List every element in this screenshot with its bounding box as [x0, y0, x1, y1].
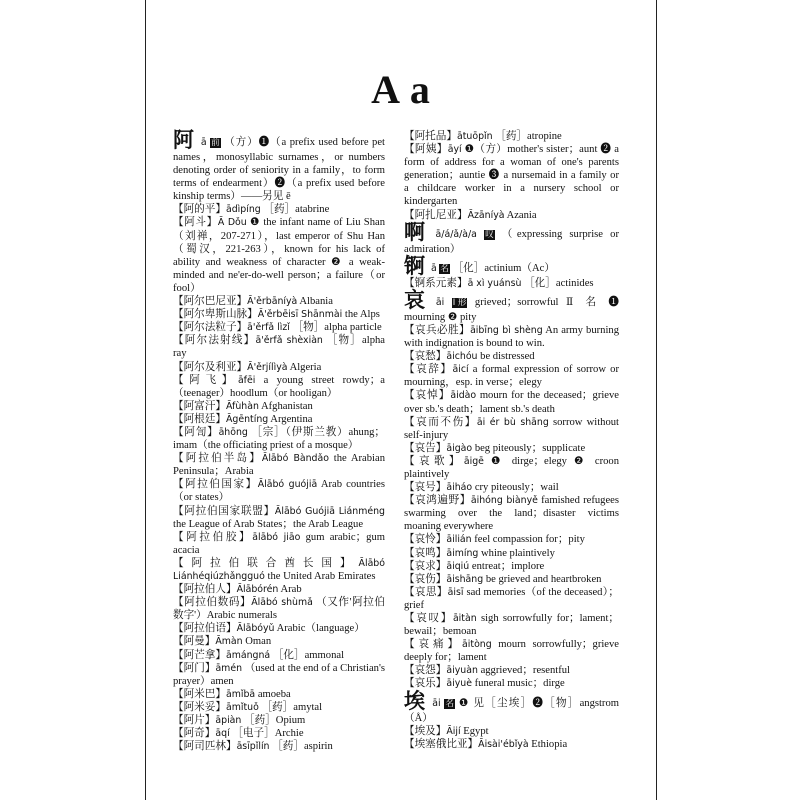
dictionary-entry [173, 662, 385, 688]
pinyin: āmǐtuǒ [225, 701, 259, 713]
dictionary-entry [173, 452, 385, 478]
pinyin: āigē [463, 455, 484, 467]
pinyin: Ā Dǒu [217, 217, 247, 229]
dictionary-entry [404, 547, 619, 560]
compound-headword: 【哀兵必胜】 [404, 324, 471, 336]
compound-headword: 【阿姨】 [404, 144, 448, 156]
pinyin: Ālābó Guójiā Liánméng [274, 505, 385, 517]
pinyin: āi [435, 296, 445, 308]
dictionary-entry [173, 740, 385, 753]
part-of-speech-label: 名 [445, 698, 454, 709]
pinyin: ādìpíng [225, 204, 261, 216]
compound-headword: 【阿尔卑斯山脉】 [173, 309, 258, 321]
pinyin: Ālābó Liánhéqiúzhǎngguó [173, 557, 385, 582]
compound-headword: 【哀辞】 [404, 364, 453, 376]
dictionary-entry [404, 416, 619, 442]
dictionary-entry [404, 442, 619, 455]
pinyin: āishāng [446, 573, 484, 585]
pinyin: Ā'ěrjílìyà [247, 361, 288, 373]
part-of-speech-label: 前 [211, 138, 220, 148]
definition: Ethiopia [531, 738, 568, 750]
pinyin: āfēi [237, 374, 256, 386]
dictionary-page [145, 0, 657, 800]
dictionary-entry [404, 130, 619, 143]
compound-headword: 【阿斗】 [173, 217, 218, 229]
compound-headword: 【阿根廷】 [173, 413, 226, 425]
definition: Algeria [289, 361, 322, 373]
definition: Azania [506, 209, 537, 221]
dictionary-entry [404, 560, 619, 573]
compound-headword: 【阿尔法粒子】 [173, 322, 248, 334]
pinyin: ātuōpǐn [456, 131, 493, 142]
compound-headword: 【哀伤】 [404, 573, 447, 585]
pinyin: āihóng biànyě [470, 495, 538, 507]
definition: Egypt [463, 725, 489, 737]
pinyin: āmángná [225, 649, 271, 661]
pinyin: Ālābórén [236, 584, 279, 596]
definition: Afghanistan [261, 400, 313, 412]
pinyin: Āisài'ébǐyà [478, 738, 529, 750]
compound-headword: 【阿拉伯语】 [173, 623, 237, 635]
compound-headword: 【哀鸿遍野】 [404, 495, 471, 507]
dictionary-entry [173, 596, 385, 622]
pinyin: ā'ěrfǎ lìzǐ [247, 322, 290, 334]
definition: the Alps [344, 309, 380, 321]
definition: aggrieved；resentful [480, 665, 570, 677]
dictionary-entry [173, 400, 385, 413]
compound-headword: 【阿曼】 [173, 636, 216, 648]
compound-headword: 【锕系元素】 [404, 277, 468, 289]
pinyin: āichóu [446, 351, 478, 363]
definition: An army burning with indignation is bound to win. [404, 324, 619, 350]
compound-headword: 【阿拉伯国家】 [173, 479, 258, 491]
compound-headword: 【阿米妥】 [173, 701, 226, 713]
headword-character: 啊 [404, 219, 430, 244]
dictionary-entry [173, 413, 385, 426]
definition: mourn sorrowfully；grieve deeply for；lament [404, 639, 619, 664]
definition: ❶ 见［尘埃］❷［物］angstrom（Å） [404, 697, 619, 724]
compound-headword: 【哀而不伤】 [404, 416, 477, 428]
definition: a formal expression of sorrow or mourning，esp. in verse；elegy [404, 364, 620, 389]
pinyin: āhōng [218, 426, 248, 438]
dictionary-entry [404, 481, 619, 494]
left-column [173, 130, 385, 753]
dictionary-entry [173, 531, 385, 557]
compound-headword: 【哀思】 [404, 586, 448, 598]
pinyin: Āzāníyà [467, 209, 505, 221]
dictionary-entry [173, 130, 385, 203]
compound-headword: 【哀号】 [404, 482, 447, 494]
dictionary-entry [173, 688, 385, 701]
pinyin: āicí [452, 364, 469, 376]
compound-headword: 【阿片】 [173, 715, 216, 727]
dictionary-entry [404, 638, 619, 664]
dictionary-entry [404, 612, 619, 638]
compound-headword: 【埃及】 [404, 725, 447, 737]
definition: beg piteously；supplicate [474, 442, 586, 454]
definition: （expressing surprise or admiration） [404, 228, 619, 255]
definition: Arab countries（or states） [173, 479, 385, 504]
definition: be distressed [480, 351, 535, 363]
headword-character: 埃 [404, 688, 427, 713]
definition: sigh sorrowfully for；lament；bewail；bemoan [404, 613, 619, 638]
pinyin: āi ér bù shāng [476, 416, 549, 428]
definition: ［药］atabrine [263, 204, 330, 216]
part-of-speech-label: I 形 [452, 297, 467, 308]
pinyin: āmén [215, 662, 243, 674]
definition: Arab [280, 584, 302, 596]
definition: mourn for the deceased；grieve over sb.'s death；lament sb.'s death [404, 390, 619, 415]
compound-headword: 【哀叹】 [404, 613, 453, 624]
definition: sorrow without self-injury [404, 416, 619, 441]
compound-headword: 【阿拉伯半岛】 [173, 453, 262, 465]
dictionary-entry [173, 478, 385, 504]
definition: ［化］ammonal [272, 649, 345, 661]
dictionary-entry [404, 287, 620, 324]
definition: ［药］amytal [261, 701, 323, 713]
definition: ❶（方）mother's sister；aunt ❷ a form of address for a woman of one's parents generation；auntie ❸ a nursemaid in a family or a childcare worker in a nursery school or kindergarten [404, 144, 619, 208]
dictionary-entry [173, 649, 385, 662]
compound-headword: 【阿司匹林】 [173, 741, 237, 753]
definition: ［宗］（伊斯兰教）ahung；imam（the officiating priest of a mosque） [173, 426, 386, 452]
definition: ❶ the infant name of Liu Shan（刘禅，207-271），last emperor of Shu Han（蜀汉，221-263），known for his lack of ability and weakness of character ❷ a weak-minded and ne'er-do-well person；a failure（or fool） [173, 217, 385, 294]
definition: a young street rowdy；a（teenager）hoodlum（or hooligan） [173, 374, 386, 399]
pinyin: Āgēntíng [225, 413, 269, 425]
pinyin: āi [432, 697, 441, 709]
pinyin: āibīng bì shèng [470, 324, 543, 336]
dictionary-entry [404, 664, 619, 677]
dictionary-entry [404, 455, 619, 481]
dictionary-entry [173, 361, 385, 374]
definition: （又作'阿拉伯数字'）Arabic numerals [173, 597, 385, 622]
definition: the United Arab Emirates [267, 571, 376, 582]
pinyin: āpiàn [215, 715, 242, 727]
definition: ［物］alpha ray [173, 335, 385, 360]
dictionary-entry [173, 635, 385, 648]
pinyin: āqí [215, 728, 230, 740]
pinyin: āiyuàn [446, 665, 478, 677]
definition: amoeba [257, 688, 291, 700]
pinyin: āilián [446, 534, 472, 546]
compound-headword: 【哀愁】 [404, 351, 447, 363]
headword-character: 哀 [404, 287, 430, 312]
definition: be grieved and heartbroken [485, 573, 602, 585]
pinyin: āitòng [462, 639, 492, 651]
definition: the League of Arab States；the Arab League [173, 518, 364, 530]
dictionary-entry [404, 253, 619, 278]
pinyin: āmǐbā [225, 688, 256, 700]
compound-headword: 【阿的平】 [173, 204, 226, 216]
compound-headword: 【阿托品】 [404, 131, 457, 142]
dictionary-entry [173, 505, 385, 531]
dictionary-entry [173, 622, 385, 635]
dictionary-entry [404, 350, 619, 363]
pinyin: ālābó jiāo [252, 531, 301, 543]
dictionary-entry [173, 374, 385, 400]
definition: feel compassion for；pity [474, 534, 585, 546]
compound-headword: 【哀怨】 [404, 665, 447, 677]
compound-headword: 【阿富汗】 [173, 400, 226, 412]
definition: funeral music；dirge [474, 678, 565, 690]
dictionary-entry [173, 216, 385, 295]
pinyin: Ā'ěrbēisī Shānmài [257, 309, 343, 321]
dictionary-entry [404, 573, 619, 586]
compound-headword: 【哀怜】 [404, 534, 447, 546]
headword-character: 锕 [404, 253, 425, 278]
pinyin: ā xì yuánsù [467, 277, 522, 289]
dictionary-entry [404, 277, 619, 290]
compound-headword: 【哀乐】 [404, 678, 447, 690]
dictionary-entry [404, 725, 619, 738]
pinyin: Ālābóyǔ [236, 623, 275, 635]
compound-headword: 【阿拉伯人】 [173, 584, 237, 596]
dictionary-entry [404, 219, 619, 256]
dictionary-entry [173, 295, 385, 308]
dictionary-entry [404, 143, 619, 208]
definition: ［药］atropine [495, 131, 562, 142]
part-of-speech-label: 名 [440, 263, 449, 274]
dictionary-entry [404, 738, 619, 751]
pinyin: ā'ěrfǎ shèxiàn [255, 335, 323, 347]
pinyin: āimíng [446, 547, 479, 559]
dictionary-entry [173, 426, 385, 452]
dictionary-entry [404, 586, 619, 612]
definition: whine plaintively [481, 547, 555, 559]
dictionary-entry [404, 363, 619, 389]
definition: （used at the end of a Christian's prayer）amen [173, 662, 385, 687]
pinyin: Āmàn [215, 636, 243, 648]
right-column [404, 130, 619, 751]
dictionary-entry [173, 701, 385, 714]
definition: sad memories（of the deceased）；grief [404, 586, 619, 611]
pinyin: Ā'ěrbāníyà [247, 296, 298, 308]
definition: the Arabian Peninsula；Arabia [173, 453, 385, 478]
compound-headword: 【阿芒拿】 [173, 649, 226, 661]
dictionary-entry [173, 321, 385, 334]
dictionary-entry [404, 688, 619, 725]
definition: cry piteously；wail [474, 482, 559, 494]
dictionary-entry [173, 714, 385, 727]
compound-headword: 【哀悼】 [404, 390, 451, 402]
compound-headword: 【阿尔及利亚】 [173, 361, 248, 373]
compound-headword: 【哀鸣】 [404, 547, 447, 559]
compound-headword: 【阿訇】 [173, 426, 219, 438]
compound-headword: 【阿扎尼亚】 [404, 209, 468, 221]
definition: grieved；sorrowful Ⅱ 名 ❶ mourning ❷ pity [404, 296, 620, 323]
pinyin: ā/á/ǎ/à/a [435, 228, 477, 240]
pinyin: Ālābó guójiā [257, 479, 318, 491]
dictionary-entry [173, 557, 385, 583]
definition: Albania [299, 296, 333, 308]
definition: Arabic（language） [276, 623, 365, 635]
compound-headword: 【哀求】 [404, 560, 447, 572]
compound-headword: 【阿尔巴尼亚】 [173, 296, 248, 308]
compound-headword: 【阿拉伯胶】 [173, 531, 253, 543]
pinyin: Ālābó Bàndǎo [261, 453, 329, 465]
definition: ［电子］Archie [232, 728, 304, 740]
part-of-speech-label: 叹 [485, 229, 494, 240]
compound-headword: 【哀歌】 [404, 455, 464, 467]
definition: ［化］actinides [524, 277, 594, 289]
pinyin: Āijí [446, 725, 461, 737]
dictionary-entry [404, 533, 619, 546]
definition: gum arabic；gum acacia [173, 531, 385, 556]
definition: ❶ dirge；elegy ❷ croon plaintively [404, 455, 620, 480]
pinyin: āigào [446, 442, 473, 454]
definition: Oman [245, 636, 272, 648]
dictionary-entry [173, 308, 385, 321]
definition: entreat；implore [471, 560, 545, 572]
headword-character: 阿 [173, 128, 195, 152]
compound-headword: 【阿尔法射线】 [173, 335, 256, 347]
pinyin: āidào [450, 390, 477, 402]
definition: ［物］alpha particle [292, 322, 382, 334]
compound-headword: 【阿米巴】 [173, 688, 226, 700]
pinyin: ā [200, 137, 207, 148]
dictionary-entry [173, 727, 385, 740]
compound-headword: 【阿门】 [173, 662, 216, 674]
dictionary-entry [173, 583, 385, 596]
pinyin: āyí [447, 144, 462, 156]
compound-headword: 【阿拉伯数码】 [173, 597, 252, 609]
pinyin: Āfùhàn [225, 400, 259, 412]
page-heading: A a [371, 67, 431, 112]
dictionary-entry [404, 494, 619, 533]
pinyin: Ālābó shùmǎ [251, 597, 313, 609]
compound-headword: 【阿拉伯联合酋长国】 [173, 557, 359, 569]
compound-headword: 【哀告】 [404, 442, 447, 454]
compound-headword: 【阿拉伯国家联盟】 [173, 505, 275, 517]
dictionary-entry [404, 324, 619, 350]
pinyin: āisī [447, 586, 464, 598]
dictionary-entry [404, 389, 619, 415]
definition: ［化］actinium（Ac） [452, 262, 555, 274]
pinyin: āitàn [452, 613, 477, 624]
dictionary-entry [404, 209, 619, 222]
definition: ［药］aspirin [272, 741, 333, 753]
dictionary-entry [173, 203, 385, 216]
compound-headword: 【哀痛】 [404, 639, 463, 651]
pinyin: ā [431, 262, 437, 274]
definition: （方）❶（a prefix used before pet names，monosyllabic surnames，or numbers denoting order of seniority in a family，to form terms of endearment）❷（a prefix used before kinship terms）——另见 ē [173, 137, 386, 203]
pinyin: āsīpǐlín [236, 741, 270, 753]
dictionary-entry [404, 677, 619, 690]
definition: famished refugees swarming over the land；disaster victims moaning everywhere [404, 495, 620, 533]
dictionary-entry [173, 334, 385, 360]
definition: Argentina [270, 413, 313, 425]
pinyin: āiháo [446, 482, 473, 494]
pinyin: āiyuè [446, 678, 472, 690]
compound-headword: 【阿飞】 [173, 374, 238, 386]
compound-headword: 【阿奇】 [173, 728, 216, 740]
compound-headword: 【埃塞俄比亚】 [404, 738, 479, 750]
definition: ［药］Opium [244, 715, 306, 727]
pinyin: āiqiú [446, 560, 470, 572]
